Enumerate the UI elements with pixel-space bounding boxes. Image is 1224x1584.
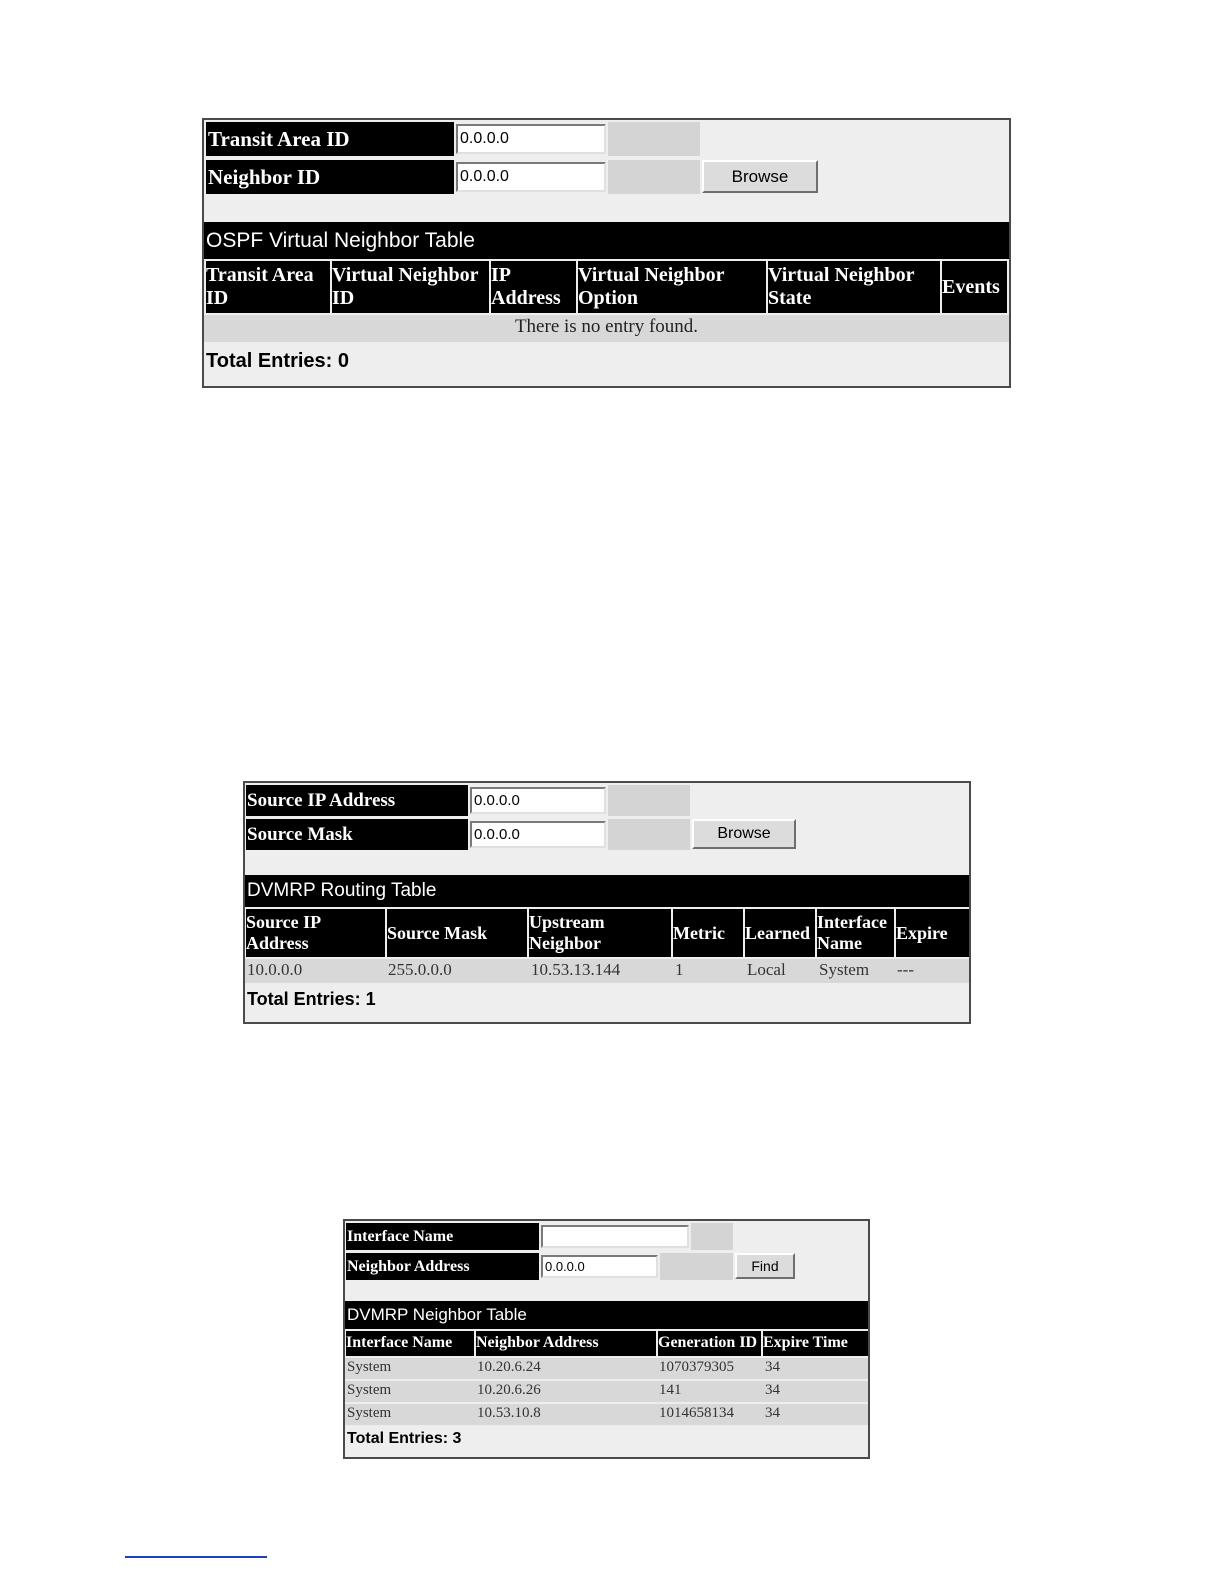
col-neighbor-address: Neighbor Address xyxy=(476,1331,656,1356)
source-ip-address-label: Source IP Address xyxy=(246,785,468,816)
interface-name-spacer xyxy=(691,1223,733,1250)
cell-interface-name: System xyxy=(819,960,870,979)
cell-neighbor-address: 10.20.6.24 xyxy=(477,1359,541,1375)
cell-expire-time: 34 xyxy=(765,1359,780,1375)
source-mask-label: Source Mask xyxy=(246,819,468,850)
col-source-mask: Source Mask xyxy=(387,909,527,957)
cell-source-mask: 255.0.0.0 xyxy=(388,960,452,979)
ospf-table-title: OSPF Virtual Neighbor Table xyxy=(204,222,1009,259)
col-virtual-neighbor-option: Virtual Neighbor Option xyxy=(578,261,766,313)
neighbor-id-label: Neighbor ID xyxy=(206,160,454,194)
neighbor-id-spacer xyxy=(608,160,700,194)
find-button[interactable]: Find xyxy=(735,1253,795,1279)
transit-area-id-input[interactable] xyxy=(456,124,606,154)
dvmrp-neighbor-panel xyxy=(343,1219,870,1459)
transit-area-spacer xyxy=(608,122,700,156)
dvmrp-routing-panel xyxy=(243,781,971,1024)
cell-interface-name: System xyxy=(347,1359,392,1375)
dvmrp-routing-table-title: DVMRP Routing Table xyxy=(245,875,969,907)
cell-expire: --- xyxy=(897,960,914,979)
empty-message: There is no entry found. xyxy=(514,316,699,337)
table-row xyxy=(345,1404,868,1425)
source-mask-spacer xyxy=(608,819,690,850)
cell-source-ip: 10.0.0.0 xyxy=(247,960,303,979)
col-expire: Expire xyxy=(896,909,969,957)
cell-interface-name: System xyxy=(347,1405,392,1421)
col-transit-area-id: Transit Area ID xyxy=(206,261,330,313)
cell-metric: 1 xyxy=(675,960,684,979)
table-row xyxy=(345,1358,868,1379)
dvmrp-neighbor-table-title: DVMRP Neighbor Table xyxy=(345,1301,868,1329)
cell-interface-name: System xyxy=(347,1382,392,1398)
col-virtual-neighbor-id: Virtual Neighbor ID xyxy=(332,261,489,313)
total-entries: Total Entries: 0 xyxy=(206,350,349,372)
cell-learned: Local xyxy=(747,960,786,979)
cell-neighbor-address: 10.20.6.26 xyxy=(477,1382,541,1398)
total-entries: Total Entries: 3 xyxy=(347,1430,462,1447)
cell-expire-time: 34 xyxy=(765,1382,780,1398)
col-learned: Learned xyxy=(745,909,815,957)
col-expire-time: Expire Time xyxy=(763,1331,868,1356)
col-ip-address: IP Address xyxy=(491,261,576,313)
col-upstream-neighbor: Upstream Neighbor xyxy=(529,909,671,957)
total-entries: Total Entries: 1 xyxy=(247,989,376,1009)
cell-generation-id: 1070379305 xyxy=(659,1359,734,1375)
browse-button[interactable]: Browse xyxy=(702,160,818,193)
col-metric: Metric xyxy=(673,909,743,957)
source-ip-spacer xyxy=(608,785,690,816)
interface-name-input[interactable] xyxy=(541,1225,689,1248)
col-virtual-neighbor-state: Virtual Neighbor State xyxy=(768,261,940,313)
cell-generation-id: 141 xyxy=(659,1382,682,1398)
col-interface-name: Interface Name xyxy=(817,909,894,957)
col-interface-name: Interface Name xyxy=(346,1331,474,1356)
footer-link-underline xyxy=(125,1556,267,1558)
col-source-ip-address: Source IP Address xyxy=(246,909,385,957)
source-ip-address-input[interactable] xyxy=(470,787,606,814)
ospf-virtual-neighbor-panel xyxy=(202,118,1011,388)
neighbor-id-input[interactable] xyxy=(456,162,606,192)
cell-expire-time: 34 xyxy=(765,1405,780,1421)
transit-area-id-label: Transit Area ID xyxy=(206,122,454,156)
neighbor-address-spacer xyxy=(660,1253,733,1280)
table-row xyxy=(345,1381,868,1402)
source-mask-input[interactable] xyxy=(470,821,606,848)
cell-generation-id: 1014658134 xyxy=(659,1405,734,1421)
neighbor-address-input[interactable] xyxy=(541,1255,658,1278)
col-generation-id: Generation ID xyxy=(658,1331,761,1356)
cell-upstream-neighbor: 10.53.13.144 xyxy=(531,960,621,979)
col-events: Events xyxy=(942,261,1007,313)
cell-neighbor-address: 10.53.10.8 xyxy=(477,1405,541,1421)
interface-name-label: Interface Name xyxy=(346,1223,539,1250)
browse-button[interactable]: Browse xyxy=(692,819,796,849)
neighbor-address-label: Neighbor Address xyxy=(346,1253,539,1280)
